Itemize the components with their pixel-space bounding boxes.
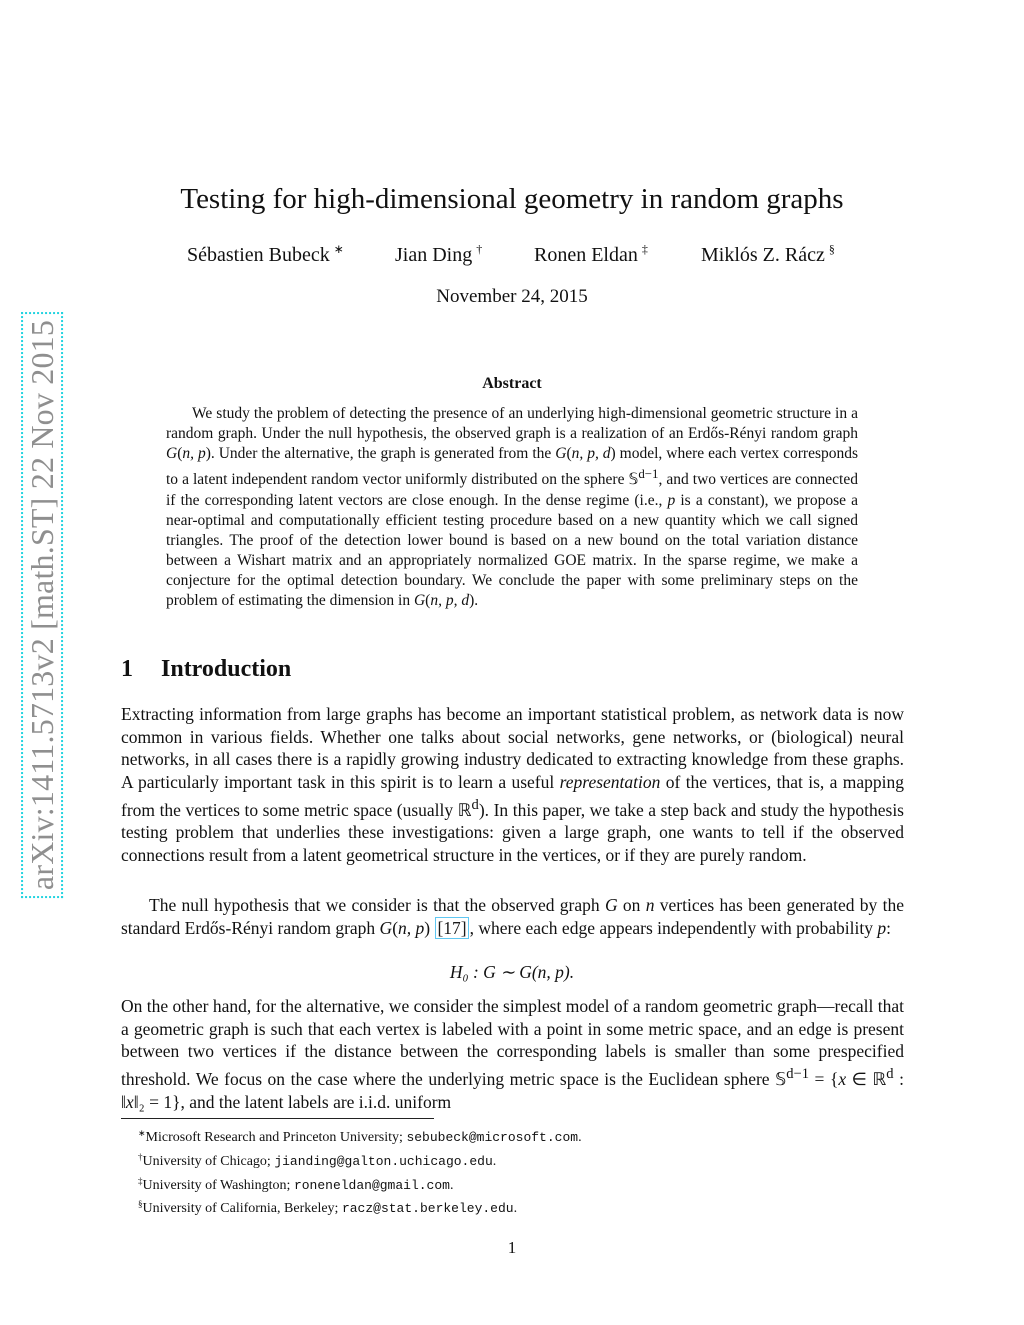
email-link[interactable]: racz@stat.berkeley.edu	[341, 1201, 514, 1217]
italic-math: G	[555, 445, 567, 463]
text-run: ). In this paper, we take a step back and study the hypothesis testing problem that underlies these investigations: given a large graph, one wants to tell if the observed connections result from a latent geometrical structure in the vertices, or if they are purely random.	[121, 799, 904, 866]
author-ding: Jian Ding †	[395, 242, 483, 266]
footnote-eldan: ‡University of Washington; roneneldan@gmail.com.	[138, 1175, 454, 1193]
text-run: ∈ ℝ	[846, 1068, 887, 1089]
author-bubeck: Sébastien Bubeck ∗	[187, 242, 344, 266]
italic-math: n, p	[182, 445, 206, 463]
author-footnote-mark[interactable]: †	[476, 242, 483, 256]
text-run: : ‖	[121, 1068, 904, 1112]
footnote-racz: §University of California, Berkeley; racz@stat.berkeley.edu.	[138, 1199, 518, 1217]
text-run: On the other hand, for the alternative, we consider the simplest model of a random geometric graph—recall that a geometric graph is such that each vertex is labeled with a point in some metric space, and an edge is present between two vertices if the distance between the corresponding labels is smaller than some prespecified threshold. We focus on the case where the underlying metric space is the Euclidean sphere 𝕊	[121, 996, 904, 1089]
superscript: d−1	[638, 466, 659, 482]
text-run: ‖₂ = 1}, and the latent labels are i.i.d. uniform	[133, 1091, 452, 1112]
author-footnote-mark[interactable]: §	[828, 242, 835, 256]
text-run: (	[566, 445, 572, 463]
author-list	[187, 242, 847, 272]
superscript: d	[471, 796, 479, 813]
text-run: (	[177, 445, 183, 463]
abstract-heading: Abstract	[482, 375, 542, 392]
text-run: ). Under the alternative, the graph is generated from the	[205, 445, 556, 463]
text-run: = {	[809, 1068, 839, 1089]
italic-math: x	[838, 1068, 847, 1089]
text-run: )	[424, 917, 435, 938]
citation-link[interactable]: [17]	[437, 917, 467, 938]
superscript: d−1	[786, 1066, 810, 1083]
author-footnote-mark[interactable]: ∗	[333, 242, 344, 256]
italic-math: G	[166, 445, 178, 463]
text-run: of the vertices, that is, a mapping from the vertices to some metric space (usually ℝ	[121, 772, 904, 820]
text-run: :	[886, 917, 891, 938]
text-run: is a constant), we propose a near-optimal and computationally efficient testing procedure based on a new quantity which we call signed triangles. The proof of the detection lower bound is based on a new bound on the total variation distance between a Wishart matrix and an appropriately normalized GOE matrix. In the sparse regime, we make a conjecture for the optimal detection boundary. We conclude the paper with some preliminary steps on the problem of estimating the dimension in	[166, 491, 858, 609]
italic-math: G	[379, 917, 393, 938]
italic-math: n	[645, 895, 655, 915]
email-link[interactable]: roneneldan@gmail.com	[293, 1177, 450, 1193]
intro-paragraph-1	[121, 703, 904, 867]
section-number: 1	[121, 656, 133, 682]
text-run: , and two vertices are connected if the corresponding latent vectors are close enough. In the dense regime (i.e.,	[166, 471, 858, 509]
italic-math: n, p	[398, 917, 425, 938]
footnote-ding: †University of Chicago; jianding@galton.uchicago.edu.	[138, 1151, 497, 1169]
author-eldan: Ronen Eldan ‡	[534, 242, 648, 266]
italic-math: x	[125, 1091, 134, 1112]
footnote-bubeck: ∗Microsoft Research and Princeton University; sebubeck@microsoft.com.	[138, 1128, 582, 1145]
publication-date: November 24, 2015	[436, 286, 588, 307]
italic-math: representation	[559, 772, 661, 793]
section-title: Introduction	[161, 656, 292, 682]
italic-math: p	[667, 491, 676, 509]
text-run: We study the problem of detecting the presence of an underlying high-dimensional geometric structure in a random graph. Under the null hypothesis, the observed graph is a realization of an Erdős-Rényi random graph	[166, 405, 858, 443]
email-link[interactable]: sebubeck@microsoft.com	[406, 1130, 579, 1145]
italic-math: n, p, d	[430, 592, 470, 609]
intro-paragraph-3	[121, 995, 904, 1113]
footnotes	[138, 1124, 582, 1219]
author-racz: Miklós Z. Rácz §	[701, 242, 835, 266]
page-number: 1	[507, 1238, 517, 1257]
superscript: d	[886, 1066, 894, 1083]
null-hypothesis-equation: H₀ : G ∼ G(n, p).	[449, 962, 575, 982]
text-run: on	[617, 895, 646, 915]
email-link[interactable]: jianding@galton.uchicago.edu	[274, 1153, 493, 1169]
author-footnote-mark[interactable]: ‡	[641, 242, 648, 256]
text-run: , where each edge appears independently with probability	[469, 917, 878, 938]
footnote-divider	[121, 1118, 434, 1119]
italic-math: p	[877, 917, 887, 938]
text-run: (	[392, 917, 399, 938]
abstract-text	[166, 404, 858, 611]
paper-title: Testing for high-dimensional geometry in random graphs	[180, 183, 844, 215]
text-run: ) model, where each vertex corresponds to a latent independent random vector uniformly distributed on the sphere 𝕊	[166, 445, 859, 489]
text-run: vertices has been generated by the standard Erdős-Rényi random graph	[121, 895, 904, 938]
text-run: ).	[469, 592, 479, 609]
italic-math: G	[413, 592, 426, 609]
text-run: (	[425, 592, 431, 609]
italic-math: n, p, d	[571, 445, 611, 463]
italic-math: G	[604, 895, 618, 915]
text-run: Extracting information from large graphs has become an important statistical problem, as network data is now common in various fields. Whether one talks about social networks, gene networks, or (biological) neural networks, in all cases there is a rapidly growing industry dedicated to extracting knowledge from these graphs. A particularly important task in this spirit is to learn a useful	[121, 704, 904, 793]
arxiv-identifier-text[interactable]: arXiv:1411.5713v2 [math.ST] 22 Nov 2015	[21, 312, 63, 898]
intro-paragraph-2	[121, 894, 904, 939]
section-heading-introduction	[121, 656, 291, 683]
text-run: The null hypothesis that we consider is that the observed graph	[149, 895, 605, 915]
